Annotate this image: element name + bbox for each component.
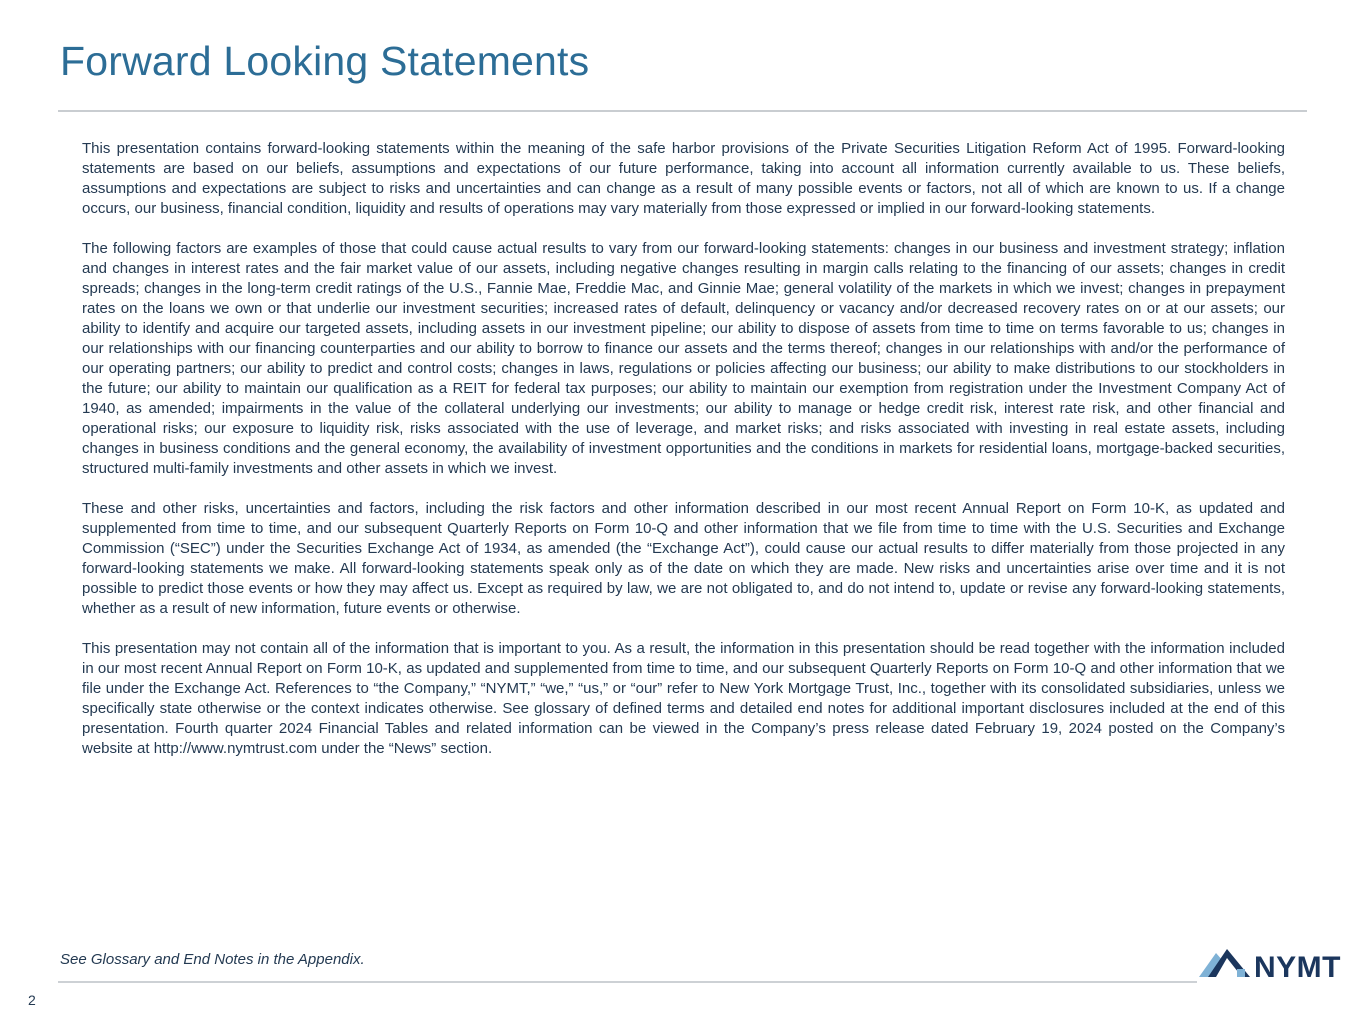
paragraph-2: The following factors are examples of those that could cause actual results to vary from our forward-looking statements: changes in our business and investment strategy; inflation and changes in interest rates and the fair market value of our assets, including negative changes resulting in margin calls relating to the financing of our assets; changes in credit spreads; changes in the long-term credit ratings of the U.S., Fannie Mae, Freddie Mac, and Ginnie Mae; general volatility of the markets in which we invest; changes in prepayment rates on the loans we own or that underlie our investment securities; increased rates of default, delinquency or vacancy and/or decreased recovery rates on or at our assets; our ability to identify and acquire our targeted assets, including assets in our investment pipeline; our ability to dispose of assets from time to time on terms favorable to us; changes in our relationships with our financing counterparties and our ability to borrow to finance our assets and the terms thereof; changes in our relationships with and/or the performance of our operating partners; our ability to predict and control costs; changes in laws, regulations or policies affecting our business; our ability to make distributions to our stockholders in the future; our ability to maintain our qualification as a REIT for federal tax purposes; our ability to maintain our exemption from registration under the Investment Company Act of 1940, as amended; impairments in the value of the collateral underlying our investments; our ability to manage or hedge credit risk, interest rate risk, and other financial and operational risks; our exposure to liquidity risk, risks associated with the use of leverage, and market risks; and risks associated with investing in real estate assets, including changes in business conditions and the general economy, the availability of investment opportunities and the conditions in markets for residential loans, mortgage-backed securities, structured multi-family investments and other assets in which we invest. bbox=[82, 240, 1285, 477]
title-divider bbox=[58, 110, 1307, 112]
page-number: 2 bbox=[28, 992, 36, 1008]
slide-body bbox=[82, 139, 1285, 779]
paragraph-3: These and other risks, uncertainties and factors, including the risk factors and other information described in our most recent Annual Report on Form 10-K, as updated and supplemented from time to time, and our subsequent Quarterly Reports on Form 10-Q and other information that we file from time to time with the U.S. Securities and Exchange Commission (“SEC”) under the Securities Exchange Act of 1934, as amended (the “Exchange Act”), could cause our actual results to differ materially from those projected in any forward-looking statements we make. All forward-looking statements speak only as of the date on which they are made. New risks and uncertainties arise over time and it is not possible to predict those events or how they may affect us. Except as required by law, we are not obligated to, and do not intend to, update or revise any forward-looking statements, whether as a result of new information, future events or otherwise. bbox=[82, 500, 1285, 617]
house-roof-icon bbox=[1197, 944, 1251, 985]
nymt-logo bbox=[1197, 944, 1341, 985]
paragraph-1: This presentation contains forward-looking statements within the meaning of the safe harbor provisions of the Private Securities Litigation Reform Act of 1995. Forward-looking statements are based on our beliefs, assumptions and expectations of our future performance, taking into account all information currently available to us. These beliefs, assumptions and expectations are subject to risks and uncertainties and can change as a result of many possible events or factors, not all of which are known to us. If a change occurs, our business, financial condition, liquidity and results of operations may vary materially from those expressed or implied in our forward-looking statements. bbox=[82, 140, 1285, 217]
paragraph-4: This presentation may not contain all of the information that is important to you. As a result, the information in this presentation should be read together with the information included in our most recent Annual Report on Form 10-K, as updated and supplemented from time to time, and our subsequent Quarterly Reports on Form 10-Q and other information that we file under the Exchange Act. References to “the Company,” “NYMT,” “we,” “us,” or “our” refer to New York Mortgage Trust, Inc., together with its consolidated subsidiaries, unless we specifically state otherwise or the context indicates otherwise. See glossary of defined terms and detailed end notes for additional important disclosures included at the end of this presentation. Fourth quarter 2024 Financial Tables and related information can be viewed in the Company’s press release dated February 19, 2024 posted on the Company’s website at http://www.nymtrust.com under the “News” section. bbox=[82, 640, 1285, 757]
bottom-divider bbox=[58, 981, 1197, 983]
footnote: See Glossary and End Notes in the Appendix. bbox=[60, 951, 365, 968]
page-title: Forward Looking Statements bbox=[60, 38, 590, 84]
logo-text: NYMT bbox=[1254, 951, 1341, 984]
